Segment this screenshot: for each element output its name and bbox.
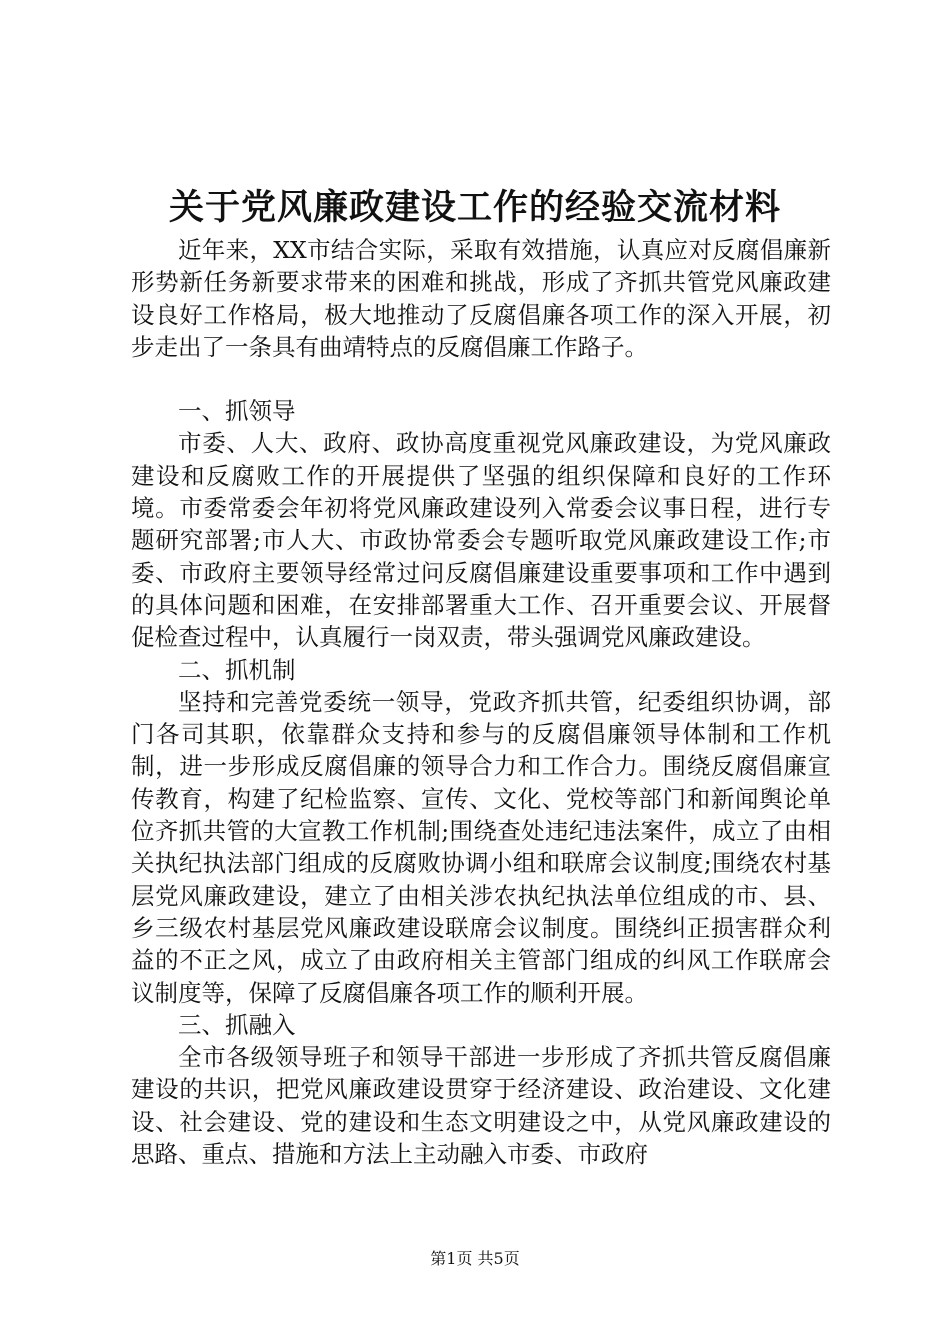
section-paragraph-leadership: 市委、人大、政府、政协高度重视党风廉政建设，为党风廉政建设和反腐败工作的开展提供了坚强的组织保障和良好的工作环境。市委常委会年初将党风廉政建设列入常委会议事日程，进行专题研究部署;市人大、市政协常委会专题听取党风廉政建设工作;市委、市政府主要领导经常过问反腐倡廉建设重要事项和工作中遇到的具体问题和困难，在安排部署重大工作、召开重要会议、开展督促检查过程中，认真履行一岗双责，带头强调党风廉政建设。 [131,429,831,652]
section-paragraph-mechanism: 坚持和完善党委统一领导，党政齐抓共管，纪委组织协调，部门各司其职，依靠群众支持和参与的反腐倡廉领导体制和工作机制，进一步形成反腐倡廉的领导合力和工作合力。围绕反腐倡廉宣传教育，构建了纪检监察、宣传、文化、党校等部门和新闻舆论单位齐抓共管的大宣教工作机制;围绕查处违纪违法案件，成立了由相关执纪执法部门组成的反腐败协调小组和联席会议制度;围绕农村基层党风廉政建设，建立了由相关涉农执纪执法单位组成的市、县、乡三级农村基层党风廉政建设联席会议制度。围绕纠正损害群众利益的不正之风，成立了由政府相关主管部门组成的纠风工作联席会议制度等，保障了反腐倡廉各项工作的顺利开展。 [131,687,831,1007]
document-body [131,234,831,1170]
intro-paragraph: 近年来，XX市结合实际，采取有效措施，认真应对反腐倡廉新形势新任务新要求带来的困难和挑战，形成了齐抓共管党风廉政建设良好工作格局，极大地推动了反腐倡廉各项工作的深入开展，初步走出了一条具有曲靖特点的反腐倡廉工作路子。 [131,236,831,361]
page-number-footer: 第1页 共5页 [430,1249,520,1268]
section-heading-mechanism: 二、抓机制 [178,655,296,684]
document-title: 关于党风廉政建设工作的经验交流材料 [168,187,781,228]
section-paragraph-integration: 全市各级领导班子和领导干部进一步形成了齐抓共管反腐倡廉建设的共识，把党风廉政建设贯穿于经济建设、政治建设、文化建设、社会建设、党的建设和生态文明建设之中，从党风廉政建设的思路、重点、措施和方法上主动融入市委、市政府 [131,1043,831,1169]
section-heading-integration: 三、抓融入 [178,1010,296,1039]
paragraph-gap [131,363,831,395]
section-heading-leadership: 一、抓领导 [178,397,296,426]
